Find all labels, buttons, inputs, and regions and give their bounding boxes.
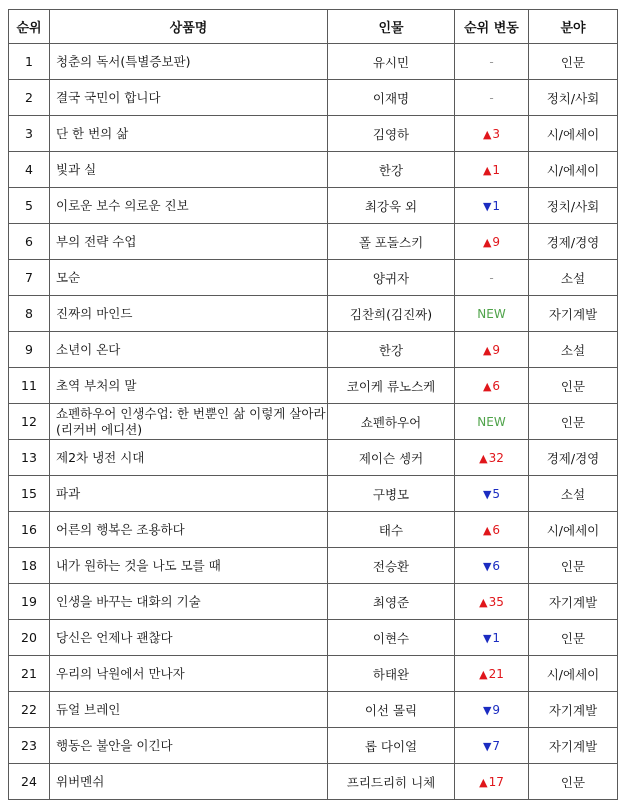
person-cell: 구병모 — [328, 476, 455, 512]
rank-cell: 6 — [9, 224, 50, 260]
product-name-cell: 당신은 언제나 괜찮다 — [50, 620, 328, 656]
triangle-down-icon: ▼ — [482, 488, 492, 501]
rank-change-badge — [479, 451, 504, 465]
rank-change-value: 3 — [492, 127, 501, 141]
rank-change-value: 6 — [492, 379, 501, 393]
rank-change-cell — [455, 368, 529, 404]
field-cell: 시/에세이 — [529, 152, 618, 188]
rank-change-cell — [455, 332, 529, 368]
rank-change-cell — [455, 440, 529, 476]
product-name-cell: 진짜의 마인드 — [50, 296, 328, 332]
rank-cell: 3 — [9, 116, 50, 152]
rank-change-badge — [483, 559, 500, 573]
rank-change-value: 7 — [492, 739, 501, 753]
person-cell: 롭 다이얼 — [328, 728, 455, 764]
header-name: 상품명 — [50, 10, 328, 44]
rank-change-badge — [483, 487, 500, 501]
rank-change-value: 1 — [492, 199, 501, 213]
field-cell: 인문 — [529, 620, 618, 656]
field-cell: 소설 — [529, 332, 618, 368]
table-row — [9, 548, 618, 584]
table-row — [9, 476, 618, 512]
rank-change-badge — [477, 307, 505, 321]
table-row — [9, 152, 618, 188]
person-cell: 양귀자 — [328, 260, 455, 296]
rank-cell: 2 — [9, 80, 50, 116]
rank-change-badge — [483, 235, 500, 249]
triangle-down-icon: ▼ — [482, 704, 492, 717]
product-name-cell: 인생을 바꾸는 대화의 기술 — [50, 584, 328, 620]
rank-change-badge — [479, 667, 504, 681]
table-row — [9, 620, 618, 656]
rank-change-cell — [455, 584, 529, 620]
header-change: 순위 변동 — [455, 10, 529, 44]
rank-change-value: 6 — [492, 559, 501, 573]
table-header-row — [9, 10, 618, 44]
triangle-up-icon: ▲ — [479, 668, 488, 681]
rank-change-cell — [455, 44, 529, 80]
table-row — [9, 80, 618, 116]
rank-cell: 12 — [9, 404, 50, 440]
rank-change-cell — [455, 548, 529, 584]
person-cell: 유시민 — [328, 44, 455, 80]
triangle-down-icon: ▼ — [482, 200, 492, 213]
field-cell: 인문 — [529, 368, 618, 404]
product-name-cell: 듀얼 브레인 — [50, 692, 328, 728]
bestseller-table — [8, 9, 618, 800]
rank-change-value: 32 — [488, 451, 504, 465]
triangle-up-icon: ▲ — [482, 128, 492, 141]
product-name-cell: 내가 원하는 것을 나도 모를 때 — [50, 548, 328, 584]
header-person: 인물 — [328, 10, 455, 44]
rank-change-cell — [455, 152, 529, 188]
rank-cell: 5 — [9, 188, 50, 224]
table-row — [9, 116, 618, 152]
rank-change-badge — [483, 127, 500, 141]
field-cell: 정치/사회 — [529, 188, 618, 224]
product-name-cell: 위버멘쉬 — [50, 764, 328, 800]
table-row — [9, 188, 618, 224]
triangle-down-icon: ▼ — [482, 560, 492, 573]
triangle-up-icon: ▲ — [482, 524, 492, 537]
rank-change-value: NEW — [477, 307, 506, 321]
rank-change-value: - — [489, 55, 494, 69]
product-name-cell: 행동은 불안을 이긴다 — [50, 728, 328, 764]
rank-change-badge — [483, 199, 500, 213]
rank-change-value: - — [489, 91, 494, 105]
rank-change-cell — [455, 224, 529, 260]
rank-change-cell — [455, 512, 529, 548]
product-name-cell: 제2차 냉전 시대 — [50, 440, 328, 476]
rank-cell: 11 — [9, 368, 50, 404]
person-cell: 하태완 — [328, 656, 455, 692]
person-cell: 태수 — [328, 512, 455, 548]
rank-change-cell — [455, 80, 529, 116]
table-row — [9, 656, 618, 692]
person-cell: 프리드리히 니체 — [328, 764, 455, 800]
triangle-down-icon: ▼ — [482, 632, 492, 645]
table-row — [9, 404, 618, 440]
triangle-down-icon: ▼ — [482, 740, 492, 753]
rank-change-cell — [455, 296, 529, 332]
person-cell: 한강 — [328, 152, 455, 188]
rank-change-value: 6 — [492, 523, 501, 537]
table-row — [9, 368, 618, 404]
person-cell: 코이케 류노스케 — [328, 368, 455, 404]
rank-cell: 13 — [9, 440, 50, 476]
field-cell: 시/에세이 — [529, 116, 618, 152]
product-name-cell: 파과 — [50, 476, 328, 512]
product-name-cell: 초역 부처의 말 — [50, 368, 328, 404]
rank-change-badge — [483, 163, 500, 177]
rank-change-value: NEW — [477, 415, 506, 429]
product-name-cell: 결국 국민이 합니다 — [50, 80, 328, 116]
field-cell: 인문 — [529, 548, 618, 584]
rank-change-cell — [455, 116, 529, 152]
field-cell: 인문 — [529, 44, 618, 80]
person-cell: 최강욱 외 — [328, 188, 455, 224]
field-cell: 인문 — [529, 404, 618, 440]
rank-cell: 24 — [9, 764, 50, 800]
rank-cell: 1 — [9, 44, 50, 80]
field-cell: 인문 — [529, 764, 618, 800]
rank-change-cell — [455, 476, 529, 512]
product-name-cell: 모순 — [50, 260, 328, 296]
rank-change-value: 9 — [492, 703, 501, 717]
table-row — [9, 692, 618, 728]
product-name-cell: 이로운 보수 의로운 진보 — [50, 188, 328, 224]
product-name-cell: 단 한 번의 삶 — [50, 116, 328, 152]
triangle-up-icon: ▲ — [479, 596, 488, 609]
rank-cell: 4 — [9, 152, 50, 188]
rank-change-badge — [489, 91, 493, 105]
rank-change-badge — [483, 379, 500, 393]
product-name-cell: 어른의 행복은 조용하다 — [50, 512, 328, 548]
person-cell: 폴 포돌스키 — [328, 224, 455, 260]
rank-cell: 7 — [9, 260, 50, 296]
rank-cell: 19 — [9, 584, 50, 620]
rank-change-badge — [483, 343, 500, 357]
table-row — [9, 728, 618, 764]
product-name-cell: 우리의 낙원에서 만나자 — [50, 656, 328, 692]
product-name-cell: 쇼펜하우어 인생수업: 한 번뿐인 삶 이렇게 살아라(리커버 에디션) — [50, 404, 328, 440]
person-cell: 최영준 — [328, 584, 455, 620]
rank-change-value: 9 — [492, 235, 501, 249]
field-cell: 시/에세이 — [529, 512, 618, 548]
rank-cell: 20 — [9, 620, 50, 656]
triangle-up-icon: ▲ — [479, 452, 488, 465]
triangle-up-icon: ▲ — [482, 380, 492, 393]
rank-change-cell — [455, 188, 529, 224]
rank-cell: 18 — [9, 548, 50, 584]
product-name-cell: 빛과 실 — [50, 152, 328, 188]
rank-change-value: - — [489, 271, 494, 285]
rank-cell: 22 — [9, 692, 50, 728]
field-cell: 경제/경영 — [529, 224, 618, 260]
person-cell: 쇼펜하우어 — [328, 404, 455, 440]
field-cell: 자기계발 — [529, 692, 618, 728]
bestseller-table-wrapper — [8, 9, 618, 800]
rank-change-badge — [489, 55, 493, 69]
rank-change-value: 9 — [492, 343, 501, 357]
rank-cell: 9 — [9, 332, 50, 368]
person-cell: 김영하 — [328, 116, 455, 152]
rank-change-badge — [483, 739, 500, 753]
product-name-cell: 소년이 온다 — [50, 332, 328, 368]
rank-change-badge — [483, 523, 500, 537]
person-cell: 김찬희(김진짜) — [328, 296, 455, 332]
rank-cell: 16 — [9, 512, 50, 548]
header-field: 분야 — [529, 10, 618, 44]
rank-change-value: 35 — [488, 595, 504, 609]
rank-change-badge — [489, 271, 493, 285]
table-row — [9, 332, 618, 368]
triangle-up-icon: ▲ — [482, 164, 492, 177]
field-cell: 자기계발 — [529, 296, 618, 332]
person-cell: 이현수 — [328, 620, 455, 656]
rank-change-badge — [479, 775, 504, 789]
person-cell: 이재명 — [328, 80, 455, 116]
field-cell: 시/에세이 — [529, 656, 618, 692]
rank-change-cell — [455, 728, 529, 764]
table-row — [9, 296, 618, 332]
triangle-up-icon: ▲ — [482, 344, 492, 357]
rank-change-cell — [455, 764, 529, 800]
rank-change-cell — [455, 404, 529, 440]
rank-change-value: 17 — [488, 775, 504, 789]
rank-change-cell — [455, 620, 529, 656]
person-cell: 이선 몰릭 — [328, 692, 455, 728]
product-name-cell: 청춘의 독서(특별증보판) — [50, 44, 328, 80]
table-row — [9, 260, 618, 296]
field-cell: 자기계발 — [529, 728, 618, 764]
person-cell: 한강 — [328, 332, 455, 368]
table-row — [9, 764, 618, 800]
rank-change-cell — [455, 692, 529, 728]
rank-change-badge — [479, 595, 504, 609]
table-row — [9, 584, 618, 620]
rank-cell: 15 — [9, 476, 50, 512]
rank-change-value: 1 — [492, 163, 501, 177]
rank-change-badge — [483, 703, 500, 717]
field-cell: 정치/사회 — [529, 80, 618, 116]
table-row — [9, 224, 618, 260]
table-row — [9, 440, 618, 476]
rank-cell: 8 — [9, 296, 50, 332]
rank-cell: 21 — [9, 656, 50, 692]
triangle-up-icon: ▲ — [479, 776, 488, 789]
rank-cell: 23 — [9, 728, 50, 764]
field-cell: 소설 — [529, 260, 618, 296]
product-name-cell: 부의 전략 수업 — [50, 224, 328, 260]
field-cell: 경제/경영 — [529, 440, 618, 476]
rank-change-badge — [477, 415, 505, 429]
rank-change-badge — [483, 631, 500, 645]
person-cell: 전승환 — [328, 548, 455, 584]
field-cell: 소설 — [529, 476, 618, 512]
rank-change-value: 21 — [488, 667, 504, 681]
triangle-up-icon: ▲ — [482, 236, 492, 249]
header-rank: 순위 — [9, 10, 50, 44]
table-row — [9, 44, 618, 80]
rank-change-cell — [455, 260, 529, 296]
table-row — [9, 512, 618, 548]
rank-change-value: 5 — [492, 487, 501, 501]
rank-change-cell — [455, 656, 529, 692]
rank-change-value: 1 — [492, 631, 501, 645]
table-body — [9, 44, 618, 800]
person-cell: 제이슨 셍커 — [328, 440, 455, 476]
field-cell: 자기계발 — [529, 584, 618, 620]
